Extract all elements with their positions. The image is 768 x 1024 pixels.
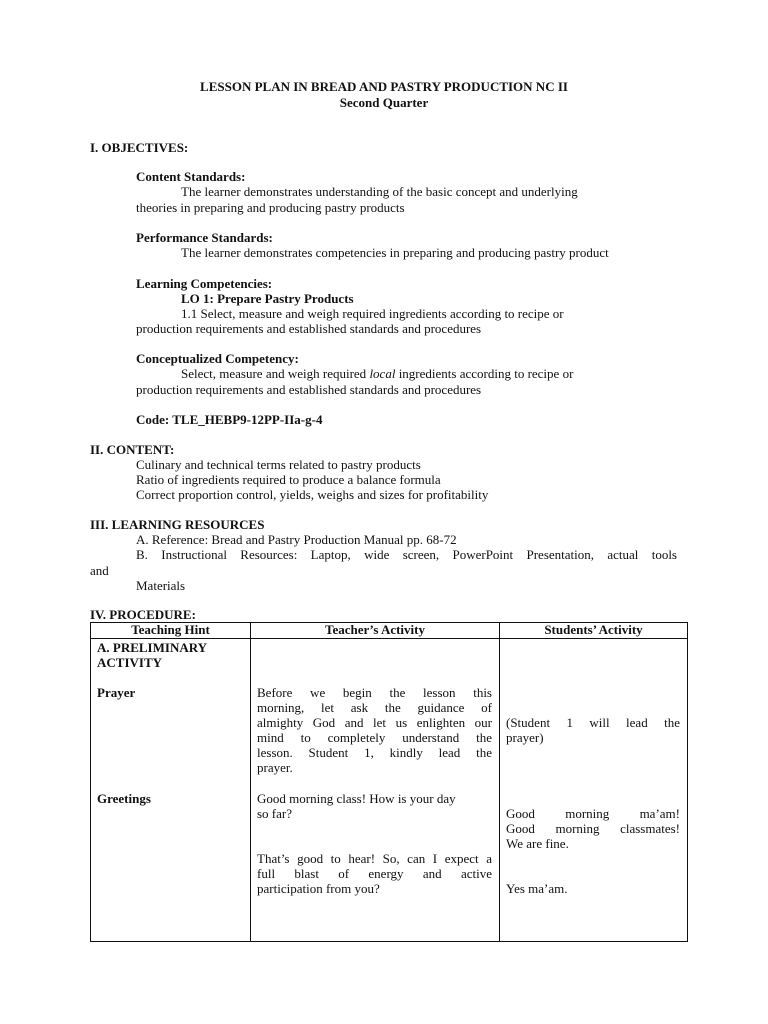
learning-outcome: LO 1: Prepare Pastry Products — [181, 291, 354, 306]
content-item: Culinary and technical terms related to pastry products — [136, 457, 421, 472]
hint-prayer: Prayer — [97, 685, 136, 700]
learning-competencies-label: Learning Competencies: — [136, 276, 273, 291]
learning-competencies-line1: 1.1 Select, measure and weigh required ingredients according to recipe or — [181, 306, 564, 321]
content-heading: II. CONTENT: — [90, 442, 175, 457]
student-yes-text: Yes ma’am. — [506, 881, 568, 896]
content-item: Correct proportion control, yields, weighs and sizes for profitability — [136, 487, 489, 502]
procedure-table — [90, 622, 688, 942]
competency-code: Code: TLE_HEBP9-12PP-IIa-g-4 — [136, 412, 323, 427]
column-header-teachers-activity: Teacher’s Activity — [251, 623, 500, 639]
student-greeting-text: Good morning ma’am! Good morning classmates! We are fine. — [506, 806, 680, 851]
column-header-students-activity: Students’ Activity — [500, 623, 688, 639]
content-standards-line2: theories in preparing and producing pastry products — [136, 200, 405, 215]
page-title: LESSON PLAN IN BREAD AND PASTRY PRODUCTION NC II — [200, 79, 568, 94]
column-header-teaching-hint: Teaching Hint — [91, 623, 251, 639]
procedure-row — [91, 639, 688, 942]
conceptualized-competency-label: Conceptualized Competency: — [136, 351, 299, 366]
performance-standards-text: The learner demonstrates competencies in preparing and producing pastry product — [181, 245, 609, 260]
procedure-header-row — [91, 623, 688, 639]
resource-reference: A. Reference: Bread and Pastry Production Manual pp. 68-72 — [136, 532, 457, 547]
teacher-greeting-text: Good morning class! How is your day so far? — [257, 791, 456, 821]
teacher-prayer-text: Before we begin the lesson this morning, let ask the guidance of almighty God and let us enlighten our mind to completely understand the lesson. Student 1, kindly lead the prayer. — [257, 685, 492, 775]
content-standards-label: Content Standards: — [136, 169, 246, 184]
student-activity-cell — [500, 639, 688, 942]
teacher-expect-text: That’s good to hear! So, can I expect a full blast of energy and active participation from you? — [257, 851, 492, 896]
resource-materials: Materials — [136, 578, 186, 593]
performance-standards-label: Performance Standards: — [136, 230, 273, 245]
resource-instructional-and: and — [90, 563, 109, 578]
hint-greetings: Greetings — [97, 791, 151, 806]
objectives-heading: I. OBJECTIVES: — [90, 140, 189, 155]
conceptualized-competency-line2: production requirements and established standards and procedures — [136, 382, 482, 397]
section-preliminary-label: A. PRELIMINARY — [97, 640, 208, 655]
section-activity-label: ACTIVITY — [97, 655, 163, 670]
resources-heading: III. LEARNING RESOURCES — [90, 517, 265, 532]
conceptualized-competency-line1: Select, measure and weigh required local ingredients according to recipe or — [181, 366, 574, 381]
content-standards-line1: The learner demonstrates understanding of the basic concept and underlying — [181, 184, 578, 199]
page-subtitle: Second Quarter — [339, 95, 429, 110]
learning-competencies-line2: production requirements and established standards and procedures — [136, 321, 482, 336]
procedure-heading: IV. PROCEDURE: — [90, 607, 196, 622]
teacher-activity-cell — [251, 639, 500, 942]
student-prayer-text: (Student 1 will lead the prayer) — [506, 715, 680, 745]
content-item: Ratio of ingredients required to produce a balance formula — [136, 472, 441, 487]
resource-instructional: B. Instructional Resources: Laptop, wide screen, PowerPoint Presentation, actual tools — [136, 547, 677, 562]
teaching-hint-cell — [91, 639, 251, 942]
